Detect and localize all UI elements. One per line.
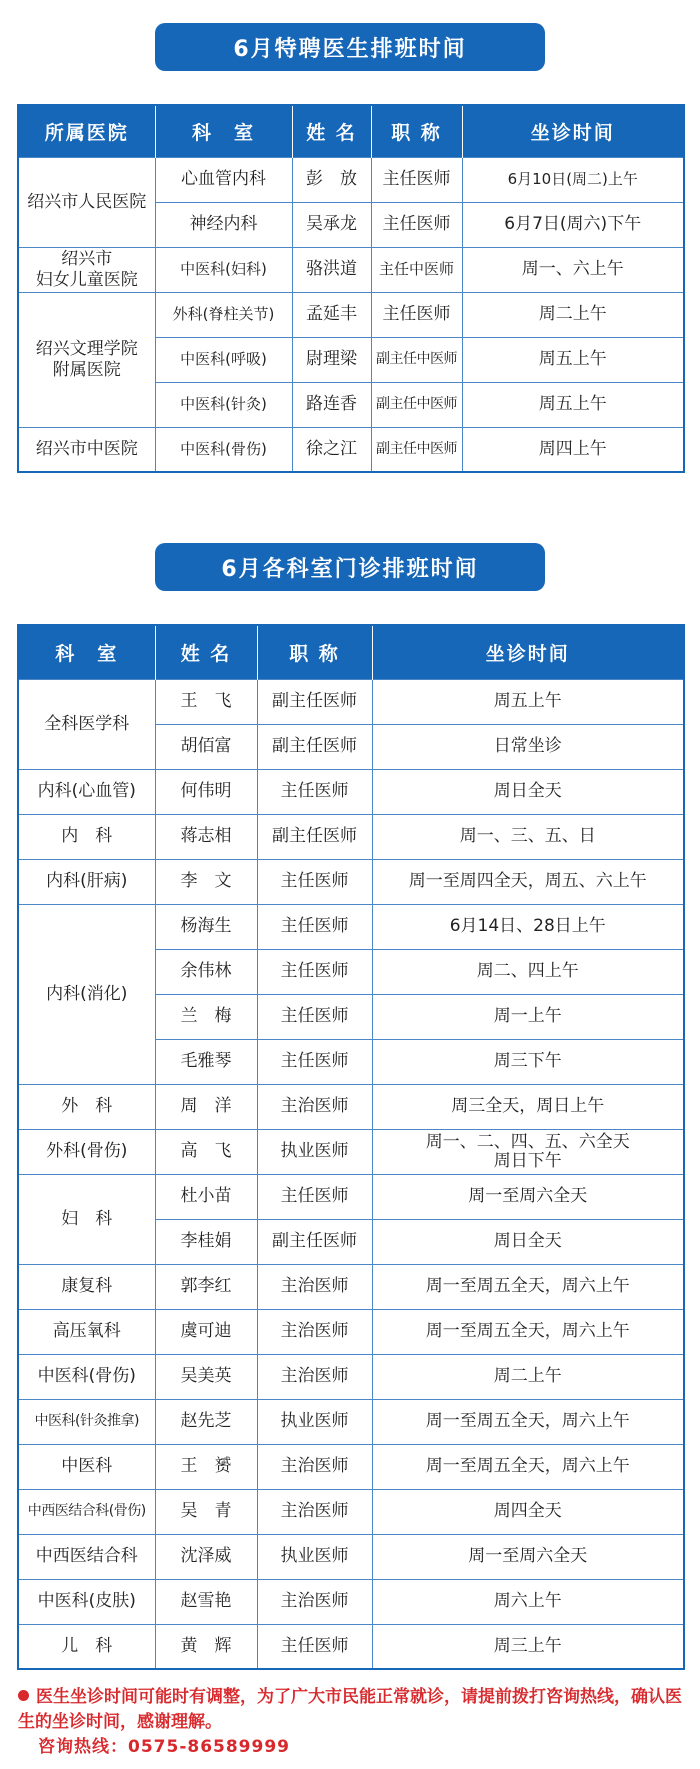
- dept-cell: 中医科(针灸): [155, 382, 292, 427]
- header-cell: 科 室: [155, 105, 292, 157]
- table-row: [18, 292, 684, 337]
- title-cell: 主治医师: [257, 1354, 372, 1399]
- header-cell: 科 室: [18, 625, 155, 679]
- specialist-table-body: [18, 157, 684, 472]
- name-cell: 兰 梅: [155, 994, 257, 1039]
- department-schedule-table: [17, 624, 685, 1670]
- name-cell: 周 洋: [155, 1084, 257, 1129]
- name-cell: 高 飞: [155, 1129, 257, 1174]
- table-row: [18, 1174, 684, 1219]
- department-table-body: [18, 679, 684, 1669]
- time-cell: 周五上午: [462, 337, 684, 382]
- dept-cell: 外科(脊柱关节): [155, 292, 292, 337]
- name-cell: 虞可迪: [155, 1309, 257, 1354]
- dept-cell: 中医科(皮肤): [18, 1579, 155, 1624]
- time-cell: 周六上午: [372, 1579, 684, 1624]
- time-cell: 周四上午: [462, 427, 684, 472]
- dept-cell: 儿 科: [18, 1624, 155, 1669]
- table-row: [18, 1399, 684, 1444]
- dept-cell: 内科(肝病): [18, 859, 155, 904]
- time-cell: 周日全天: [372, 1219, 684, 1264]
- name-cell: 吴美英: [155, 1354, 257, 1399]
- title-cell: 执业医师: [257, 1534, 372, 1579]
- dept-cell: 外科(骨伤): [18, 1129, 155, 1174]
- title-cell: 主任医师: [257, 859, 372, 904]
- name-cell: 沈泽威: [155, 1534, 257, 1579]
- name-cell: 王 赟: [155, 1444, 257, 1489]
- table-row: [18, 814, 684, 859]
- hospital-cell: 绍兴市人民医院: [18, 157, 155, 247]
- title-cell: 主任医师: [257, 1624, 372, 1669]
- title-cell: 主任医师: [257, 994, 372, 1039]
- name-cell: 王 飞: [155, 679, 257, 724]
- time-cell: 周一、三、五、日: [372, 814, 684, 859]
- header-cell: 职 称: [257, 625, 372, 679]
- title-cell: 主任医师: [371, 157, 462, 202]
- table-row: [18, 1579, 684, 1624]
- time-cell: 周一上午: [372, 994, 684, 1039]
- name-cell: 吴 青: [155, 1489, 257, 1534]
- name-cell: 胡佰富: [155, 724, 257, 769]
- time-cell: 6月10日(周二)上午: [462, 157, 684, 202]
- time-cell: 周三下午: [372, 1039, 684, 1084]
- dept-cell: 中医科: [18, 1444, 155, 1489]
- title-cell: 主治医师: [257, 1489, 372, 1534]
- dept-cell: 神经内科: [155, 202, 292, 247]
- title-cell: 主治医师: [257, 1579, 372, 1624]
- title-cell: 副主任中医师: [371, 382, 462, 427]
- hotline: 咨询热线：0575-86589999: [38, 1737, 290, 1757]
- table-row: [18, 427, 684, 472]
- name-cell: 彭 放: [292, 157, 371, 202]
- dept-cell: 中医科(骨伤): [155, 427, 292, 472]
- dept-cell: 妇 科: [18, 1174, 155, 1264]
- dept-cell: 高压氧科: [18, 1309, 155, 1354]
- time-cell: 周一至周五全天，周六上午: [372, 1309, 684, 1354]
- name-cell: 吴承龙: [292, 202, 371, 247]
- table-row: [18, 1309, 684, 1354]
- header-cell: 姓 名: [155, 625, 257, 679]
- title-cell: 主治医师: [257, 1309, 372, 1354]
- title-cell: 主任医师: [371, 202, 462, 247]
- header-row: [18, 105, 684, 157]
- header-cell: 职 称: [371, 105, 462, 157]
- notice: [18, 1685, 683, 1760]
- name-cell: 李桂娟: [155, 1219, 257, 1264]
- time-cell: 周一至周六全天: [372, 1534, 684, 1579]
- name-cell: 蒋志相: [155, 814, 257, 859]
- table-row: [18, 247, 684, 292]
- dept-cell: 外 科: [18, 1084, 155, 1129]
- title-cell: 主任医师: [257, 949, 372, 994]
- name-cell: 赵先芝: [155, 1399, 257, 1444]
- table-row: [18, 1354, 684, 1399]
- notice-text: 医生坐诊时间可能时有调整，为了广大市民能正常就诊，请提前拨打咨询热线，确认医生的坐诊时间，感谢理解。: [18, 1687, 682, 1732]
- time-cell: 6月14日、28日上午: [372, 904, 684, 949]
- title-cell: 主任医师: [257, 1174, 372, 1219]
- header-cell: 坐诊时间: [462, 105, 684, 157]
- header-cell: 坐诊时间: [372, 625, 684, 679]
- time-cell: 6月7日(周六)下午: [462, 202, 684, 247]
- bullet-dot-icon: [18, 1690, 29, 1701]
- title-cell: 副主任医师: [257, 679, 372, 724]
- table-row: [18, 859, 684, 904]
- title-cell: 副主任中医师: [371, 337, 462, 382]
- time-cell: 周三上午: [372, 1624, 684, 1669]
- table-row: [18, 1489, 684, 1534]
- specialist-schedule-table: [17, 104, 685, 473]
- time-cell: 周一至周五全天，周六上午: [372, 1264, 684, 1309]
- title-cell: 执业医师: [257, 1399, 372, 1444]
- name-cell: 郭李红: [155, 1264, 257, 1309]
- title-cell: 主任医师: [257, 1039, 372, 1084]
- name-cell: 孟延丰: [292, 292, 371, 337]
- dept-cell: 心血管内科: [155, 157, 292, 202]
- title-cell: 主任医师: [257, 904, 372, 949]
- name-cell: 尉理梁: [292, 337, 371, 382]
- title-cell: 执业医师: [257, 1129, 372, 1174]
- time-cell: 周一、二、四、五、六全天 周日下午: [372, 1129, 684, 1174]
- name-cell: 杨海生: [155, 904, 257, 949]
- time-cell: 周一至周四全天，周五、六上午: [372, 859, 684, 904]
- name-cell: 黄 辉: [155, 1624, 257, 1669]
- header-row: [18, 625, 684, 679]
- time-cell: 周五上午: [372, 679, 684, 724]
- time-cell: 周一至周六全天: [372, 1174, 684, 1219]
- table-row: [18, 1624, 684, 1669]
- table-row: [18, 1084, 684, 1129]
- header-cell: 姓 名: [292, 105, 371, 157]
- section2-title: 6月各科室门诊排班时间: [155, 543, 545, 591]
- time-cell: 周一至周五全天，周六上午: [372, 1399, 684, 1444]
- dept-cell: 康复科: [18, 1264, 155, 1309]
- dept-cell: 中西医结合科(骨伤): [18, 1489, 155, 1534]
- dept-cell: 内科(心血管): [18, 769, 155, 814]
- name-cell: 李 文: [155, 859, 257, 904]
- name-cell: 徐之江: [292, 427, 371, 472]
- name-cell: 毛雅琴: [155, 1039, 257, 1084]
- table-row: [18, 157, 684, 202]
- time-cell: 周二上午: [462, 292, 684, 337]
- name-cell: 何伟明: [155, 769, 257, 814]
- table-row: [18, 1264, 684, 1309]
- name-cell: 骆洪道: [292, 247, 371, 292]
- dept-cell: 中医科(妇科): [155, 247, 292, 292]
- time-cell: 周三全天，周日上午: [372, 1084, 684, 1129]
- dept-cell: 中医科(呼吸): [155, 337, 292, 382]
- dept-cell: 全科医学科: [18, 679, 155, 769]
- table-row: [18, 1444, 684, 1489]
- time-cell: 周四全天: [372, 1489, 684, 1534]
- title-cell: 副主任医师: [257, 814, 372, 859]
- time-cell: 周日全天: [372, 769, 684, 814]
- header-cell: 所属医院: [18, 105, 155, 157]
- title-cell: 主任中医师: [371, 247, 462, 292]
- title-cell: 副主任医师: [257, 724, 372, 769]
- name-cell: 杜小苗: [155, 1174, 257, 1219]
- title-cell: 主治医师: [257, 1264, 372, 1309]
- time-cell: 周一、六上午: [462, 247, 684, 292]
- department-table-header: [18, 625, 684, 679]
- time-cell: 周二上午: [372, 1354, 684, 1399]
- table-row: [18, 1129, 684, 1174]
- table-row: [18, 769, 684, 814]
- title-cell: 副主任中医师: [371, 427, 462, 472]
- title-cell: 副主任医师: [257, 1219, 372, 1264]
- dept-cell: 内 科: [18, 814, 155, 859]
- hospital-cell: 绍兴文理学院 附属医院: [18, 292, 155, 427]
- dept-cell: 中西医结合科: [18, 1534, 155, 1579]
- name-cell: 余伟林: [155, 949, 257, 994]
- dept-cell: 内科(消化): [18, 904, 155, 1084]
- table-row: [18, 1534, 684, 1579]
- title-cell: 主治医师: [257, 1444, 372, 1489]
- title-cell: 主任医师: [371, 292, 462, 337]
- table-row: [18, 679, 684, 724]
- table-row: [18, 904, 684, 949]
- dept-cell: 中医科(针灸推拿): [18, 1399, 155, 1444]
- time-cell: 周一至周五全天，周六上午: [372, 1444, 684, 1489]
- section1-title: 6月特聘医生排班时间: [155, 23, 545, 71]
- hospital-cell: 绍兴市 妇女儿童医院: [18, 247, 155, 292]
- name-cell: 路连香: [292, 382, 371, 427]
- time-cell: 周二、四上午: [372, 949, 684, 994]
- time-cell: 周五上午: [462, 382, 684, 427]
- title-cell: 主治医师: [257, 1084, 372, 1129]
- specialist-table-header: [18, 105, 684, 157]
- hospital-cell: 绍兴市中医院: [18, 427, 155, 472]
- title-cell: 主任医师: [257, 769, 372, 814]
- name-cell: 赵雪艳: [155, 1579, 257, 1624]
- dept-cell: 中医科(骨伤): [18, 1354, 155, 1399]
- time-cell: 日常坐诊: [372, 724, 684, 769]
